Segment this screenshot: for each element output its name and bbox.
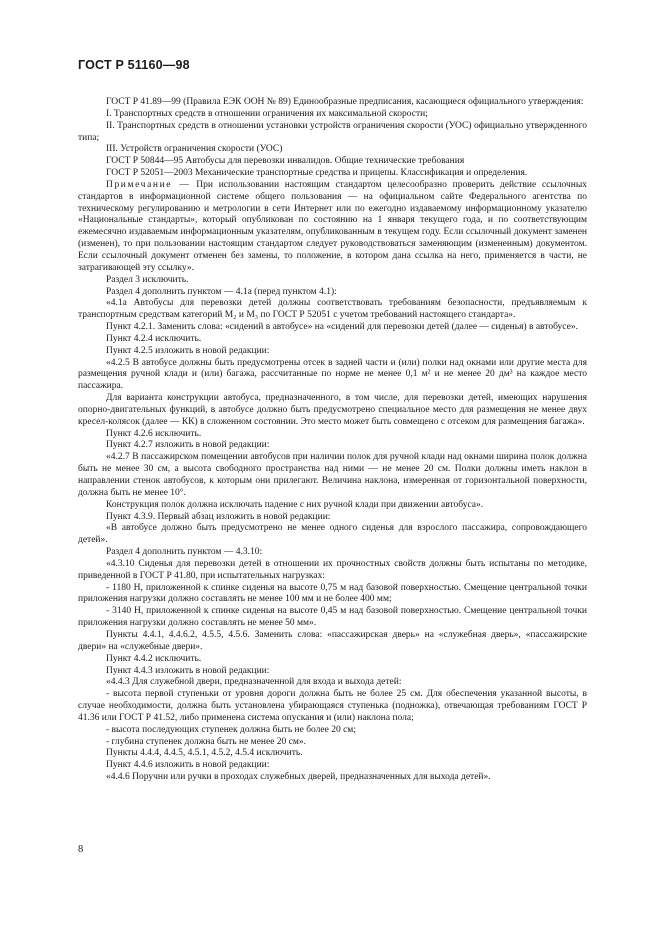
paragraph: Пункт 4.2.6 исключить.: [106, 428, 202, 439]
paragraph: - 3140 Н, приложенной к спинке сиденья на высоте 0,45 м над базовой поверхностью. Смещение центральной точки приложения нагрузки должно составлять не менее 50 мм».: [78, 606, 587, 629]
page-number: 8: [78, 844, 84, 855]
paragraph: «4.4.3 Для служебной двери, предназначенной для входа и выхода детей:: [106, 677, 402, 688]
paragraph: Раздел 4 дополнить пунктом — 4.3.10:: [106, 547, 263, 558]
paragraph: Пункт 4.2.7 изложить в новой редакции:: [106, 440, 270, 451]
paragraph: Пункты 4.4.1, 4.4.6.2, 4.5.5, 4.5.6. Заменить слова: «пассажирская дверь» на «служебная дверь», «пассажирские двери» на «служебные двери».: [78, 629, 587, 652]
paragraph: Пункт 4.3.9. Первый абзац изложить в новой редакции:: [106, 511, 331, 522]
paragraph: I. Транспортных средств в отношении ограничения их максимальной скорости;: [106, 108, 428, 119]
paragraph: «4.2.7 В пассажирском помещении автобусов при наличии полок для ручной клади над окнами ширина полок должна быть не менее 30 см, а высота свободного пространства над ними — не менее 20 см. Полки должны иметь наклон в направлении стенок автобусов, к которым они прилегают. Величина наклона, измеренная от горизонтальной поверхности, должна быть не менее 10°.: [78, 452, 587, 498]
paragraph: Пункты 4.4.4, 4.4.5, 4.5.1, 4.5.2, 4.5.4 исключить.: [106, 748, 303, 759]
paragraph: «4.3.10 Сиденья для перевозки детей в отношении их прочностных свойств должны быть испытаны по методике, приведенной в ГОСТ Р 41.80, при испытательных нагрузках:: [78, 558, 587, 581]
paragraph: ГОСТ Р 41.89—99 (Правила ЕЭК ООН № 89) Единообразные предписания, касающиеся официального утверждения:: [106, 97, 584, 107]
note-paragraph: [78, 180, 587, 275]
paragraph: «4.4.6 Поручни или ручки в проходах служебных дверей, предназначенных для выхода детей».: [106, 772, 491, 783]
paragraph: III. Устройств ограничения скорости (УОС): [106, 144, 283, 155]
note-text: При использовании настоящим стандартом целесообразно проверить действие ссылочных стандартов в информационной системе общего пользования — на официальном сайте Федерального агентства по техническому регулированию и метрологии в сети Интернет или по ежегодно издаваемому информационному указателю «Национальные стандарты», который опубликован по состоянию на 1 января текущего года, и по соответствующим ежемесячно издаваемым информационным указателям, опубликованным в текущем году. Если ссылочный документ заменен (изменен), то при пользовании настоящим стандартом следует руководствоваться заменяющим (измененным) документом. Если ссылочный документ отменен без замены, то положение, в котором дана ссылка на него, применяется в части, не затрагивающей эту ссылку».: [78, 179, 587, 273]
paragraph: Пункт 4.4.2 исключить.: [106, 653, 202, 664]
paragraph: Конструкция полок должна исключать падение с них ручной клади при движении автобуса».: [106, 499, 484, 510]
paragraph: Пункт 4.2.5 изложить в новой редакции:: [106, 345, 270, 356]
paragraph: «4.1а Автобусы для перевозки детей должны соответствовать требованиям безопасности, предъявляемым к транспортным средствам категорий M₂ и M₃ по ГОСТ Р 52051 с учетом требований настоящего стандарта».: [78, 298, 587, 321]
page-header: ГОСТ Р 51160—98: [78, 58, 190, 72]
paragraph: - 1180 Н, приложенной к спинке сиденья на высоте 0,75 м над базовой поверхностью. Смещение центральной точки приложения нагрузки должно составлять не менее 100 мм и не более 400 мм;: [78, 582, 587, 605]
paragraph: II. Транспортных средств в отношении установки устройств ограничения скорости (УОС) официально утвержденного типа;: [78, 120, 587, 143]
paragraph: Пункт 4.2.1. Заменить слова: «сидений в автобусе» на «сидений для перевозки детей (далее — сиденья) в автобусе».: [106, 322, 578, 333]
paragraph: Раздел 3 исключить.: [106, 274, 189, 285]
paragraph: Пункт 4.4.3 изложить в новой редакции:: [106, 665, 270, 676]
paragraph: Для варианта конструкции автобуса, предназначенного, в том числе, для перевозки детей, имеющих нарушения опорно-двигательных функций, в автобусе должно быть предусмотрено специальное место для размещения не менее двух кресел-колясок (далее — КК) в сложенном состоянии. Это место может быть совмещено с отсеком для размещения багажа».: [78, 393, 587, 427]
paragraph: ГОСТ Р 52051—2003 Механические транспортные средства и прицепы. Классификация и определения.: [106, 168, 528, 179]
paragraph: «4.2.5 В автобусе должны быть предусмотрены отсек в задней части и (или) полки над окнами или другие места для размещения ручной клади и (или) багажа, рассчитанные по норме не менее 0,1 м² и не менее 20 дм³ на каждое место пассажира.: [78, 357, 587, 392]
paragraph: - глубина ступенек должна быть не менее 20 см».: [106, 736, 307, 747]
paragraph: Пункт 4.4.6 изложить в новой редакции:: [106, 760, 270, 771]
paragraph: «В автобусе должно быть предусмотрено не менее одного сиденья для взрослого пассажира, сопровождающего детей».: [78, 523, 587, 546]
paragraph: Раздел 4 дополнить пунктом — 4.1а (перед пунктом 4.1):: [106, 286, 337, 297]
paragraph: ГОСТ Р 50844—95 Автобусы для перевозки инвалидов. Общие технические требования: [106, 156, 465, 167]
document-body: [78, 97, 587, 784]
note-label: Примечание —: [106, 179, 191, 190]
paragraph: - высота первой ступеньки от уровня дороги должна быть не более 25 см. Для обеспечения указанной высоты, в случае необходимости, должна быть установлена убирающаяся ступенька (подножка), отвечающая требованиям ГОСТ Р 41.36 или ГОСТ Р 41.52, либо применена система опускания и (или) наклона пола;: [78, 689, 587, 723]
paragraph: Пункт 4.2.4 исключить.: [106, 333, 202, 344]
paragraph: - высота последующих ступенек должна быть не более 20 см;: [106, 724, 356, 735]
